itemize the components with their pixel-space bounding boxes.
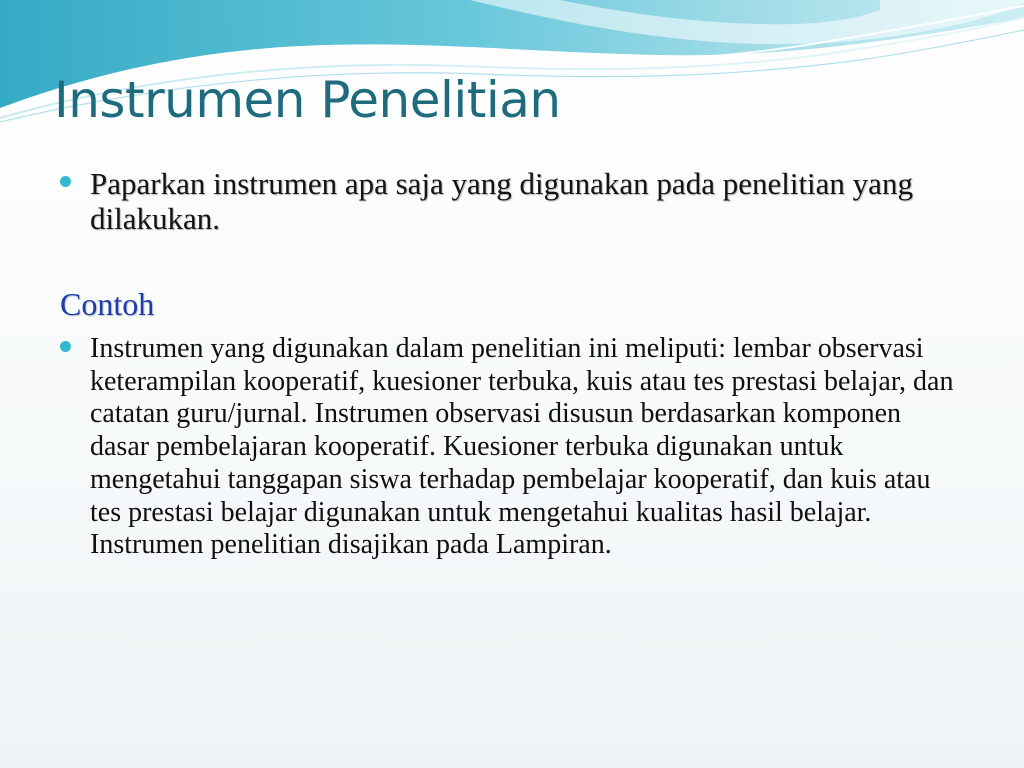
slide-title: Instrumen Penelitian xyxy=(54,71,561,129)
example-bullet-item xyxy=(60,333,960,562)
section-subheading: Contoh xyxy=(60,286,155,322)
bullet-item xyxy=(60,166,920,236)
example-bullet-text: Instrumen yang digunakan dalam penelitian ini meliputi: lembar observasi keterampilan kooperatif, kuesioner terbuka, kuis atau tes prestasi belajar, dan catatan guru/jurnal. Instrumen observasi disusun berdasarkan komponen dasar pembelajaran kooperatif. Kuesioner terbuka digunakan untuk mengetahui tanggapan siswa terhadap pembelajar kooperatif, dan kuis atau tes prestasi belajar digunakan untuk mengetahui kualitas hasil belajar. Instrumen penelitian disajikan pada Lampiran. xyxy=(90,333,954,561)
round-bullet-icon xyxy=(60,341,71,352)
bullet-text: Paparkan instrumen apa saja yang digunakan pada penelitian yang dilakukan. xyxy=(90,166,913,236)
round-bullet-icon xyxy=(60,176,71,187)
